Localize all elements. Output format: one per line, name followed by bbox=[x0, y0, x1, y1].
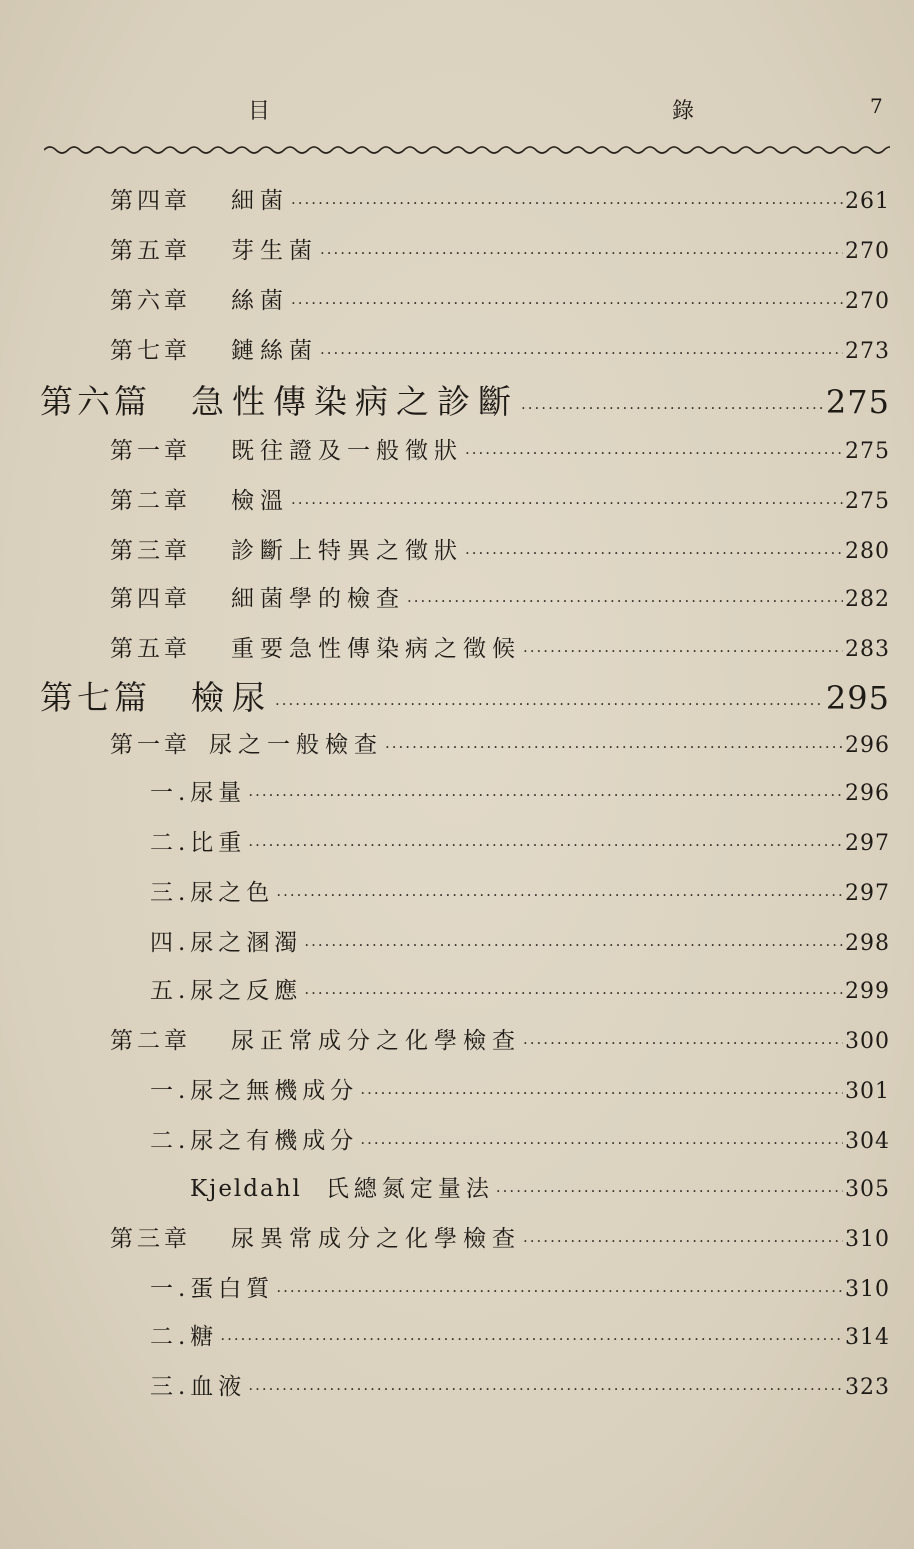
dot-leader bbox=[465, 544, 843, 562]
entry-title: 檢溫 bbox=[231, 488, 289, 514]
entry-page: 283 bbox=[845, 637, 890, 662]
toc-subentry bbox=[150, 1270, 890, 1303]
toc-entry bbox=[110, 232, 890, 265]
dot-leader bbox=[304, 936, 843, 954]
entry-number: 第四章 bbox=[110, 586, 191, 612]
entry-page: 296 bbox=[845, 733, 890, 758]
entry-title: 診斷上特異之徵狀 bbox=[231, 538, 463, 564]
entry-number: 第三章 bbox=[110, 538, 191, 564]
entry-page: 304 bbox=[845, 1129, 890, 1154]
toc-entry bbox=[110, 332, 890, 365]
entry-title: 尿之一般檢查 bbox=[209, 732, 383, 758]
entry-page: 270 bbox=[845, 239, 890, 264]
dot-leader bbox=[275, 695, 824, 713]
toc-entry bbox=[110, 482, 890, 515]
entry-number: 第三章 bbox=[110, 1226, 191, 1252]
dot-leader bbox=[320, 244, 843, 262]
dot-leader bbox=[465, 444, 843, 462]
toc-subentry bbox=[190, 1170, 890, 1203]
part-title: 檢尿 bbox=[191, 678, 273, 717]
entry-page: 270 bbox=[845, 289, 890, 314]
entry-title: 絲菌 bbox=[231, 288, 289, 314]
dot-leader bbox=[360, 1084, 843, 1102]
entry-page: 261 bbox=[845, 189, 890, 214]
dot-leader bbox=[276, 1282, 843, 1300]
part-number: 第七篇 bbox=[40, 678, 151, 717]
dot-leader bbox=[320, 344, 843, 362]
entry-page: 300 bbox=[845, 1029, 890, 1054]
subentry-title: 五.尿之反應 bbox=[150, 978, 303, 1004]
entry-page: 310 bbox=[845, 1277, 890, 1302]
toc-subentry bbox=[150, 1122, 890, 1155]
entry-page: 282 bbox=[845, 587, 890, 612]
entry-page: 310 bbox=[845, 1227, 890, 1252]
header-left: 目 bbox=[248, 99, 271, 124]
page-number: 7 bbox=[870, 94, 883, 118]
entry-page: 296 bbox=[845, 781, 890, 806]
wavy-rule bbox=[44, 140, 890, 160]
entry-number: 第二章 bbox=[110, 488, 191, 514]
dot-leader bbox=[276, 886, 843, 904]
entry-page: 273 bbox=[845, 339, 890, 364]
subentry-title: 二.尿之有機成分 bbox=[150, 1128, 359, 1154]
dot-leader bbox=[523, 642, 843, 660]
toc-entry bbox=[110, 282, 890, 315]
toc-entry bbox=[110, 1220, 890, 1253]
dot-leader bbox=[407, 592, 843, 610]
entry-title: 尿異常成分之化學檢查 bbox=[231, 1226, 521, 1252]
dot-leader bbox=[248, 786, 843, 804]
entry-page: 299 bbox=[845, 979, 890, 1004]
entry-page: 280 bbox=[845, 539, 890, 564]
entry-number: 第四章 bbox=[110, 188, 191, 214]
subentry-title-latin: Kjeldahl bbox=[190, 1176, 302, 1202]
entry-page: 297 bbox=[845, 831, 890, 856]
subentry-title: 一.蛋白質 bbox=[150, 1276, 275, 1302]
toc-entry bbox=[110, 532, 890, 565]
toc-subentry bbox=[150, 824, 890, 857]
header-center: 錄 bbox=[672, 99, 695, 124]
toc-entry bbox=[110, 726, 890, 759]
toc-part bbox=[40, 672, 890, 719]
entry-title: 鏈絲菌 bbox=[231, 338, 318, 364]
dot-leader bbox=[220, 1330, 843, 1348]
dot-leader bbox=[521, 399, 824, 417]
page-header bbox=[0, 94, 914, 134]
entry-page: 275 bbox=[845, 489, 890, 514]
dot-leader bbox=[385, 738, 843, 756]
entry-page: 323 bbox=[845, 1375, 890, 1400]
dot-leader bbox=[248, 836, 843, 854]
dot-leader bbox=[304, 984, 843, 1002]
entry-title: 細菌 bbox=[231, 188, 289, 214]
dot-leader bbox=[523, 1034, 843, 1052]
subentry-title: 三.血液 bbox=[150, 1374, 247, 1400]
toc-entry bbox=[110, 580, 890, 613]
toc-subentry bbox=[150, 1318, 890, 1351]
entry-number: 第六章 bbox=[110, 288, 191, 314]
part-page: 275 bbox=[825, 383, 890, 421]
toc-subentry bbox=[150, 972, 890, 1005]
entry-number: 第二章 bbox=[110, 1028, 191, 1054]
entry-page: 314 bbox=[845, 1325, 890, 1350]
toc-subentry bbox=[150, 1368, 890, 1401]
toc-entry bbox=[110, 1022, 890, 1055]
part-number: 第六篇 bbox=[40, 382, 151, 421]
subentry-title: 二.糖 bbox=[150, 1324, 219, 1350]
subentry-title: 四.尿之溷濁 bbox=[150, 930, 303, 956]
dot-leader bbox=[248, 1380, 843, 1398]
dot-leader bbox=[523, 1232, 843, 1250]
dot-leader bbox=[360, 1134, 843, 1152]
toc-part bbox=[40, 376, 890, 423]
entry-title: 芽生菌 bbox=[231, 238, 318, 264]
entry-page: 275 bbox=[845, 439, 890, 464]
entry-page: 297 bbox=[845, 881, 890, 906]
entry-title: 重要急性傳染病之徵候 bbox=[231, 636, 521, 662]
entry-number: 第一章 bbox=[110, 438, 191, 464]
dot-leader bbox=[291, 494, 843, 512]
entry-number: 第五章 bbox=[110, 238, 191, 264]
entry-number: 第一章 bbox=[110, 732, 191, 758]
dot-leader bbox=[291, 294, 843, 312]
entry-page: 301 bbox=[845, 1079, 890, 1104]
subentry-title: 氏總氮定量法 bbox=[325, 1176, 494, 1202]
part-title: 急性傳染病之診斷 bbox=[191, 382, 519, 421]
subentry-title: 一.尿之無機成分 bbox=[150, 1078, 359, 1104]
part-page: 295 bbox=[825, 679, 890, 717]
toc-entry bbox=[110, 432, 890, 465]
subentry-title: 一.尿量 bbox=[150, 780, 247, 806]
toc-entry bbox=[110, 630, 890, 663]
toc-subentry bbox=[150, 774, 890, 807]
entry-number: 第五章 bbox=[110, 636, 191, 662]
entry-page: 298 bbox=[845, 931, 890, 956]
dot-leader bbox=[291, 194, 843, 212]
toc-subentry bbox=[150, 1072, 890, 1105]
toc-subentry bbox=[150, 924, 890, 957]
entry-number: 第七章 bbox=[110, 338, 191, 364]
entry-page: 305 bbox=[845, 1177, 890, 1202]
entry-title: 尿正常成分之化學檢查 bbox=[231, 1028, 521, 1054]
subentry-title: 三.尿之色 bbox=[150, 880, 275, 906]
entry-title: 細菌學的檢查 bbox=[231, 586, 405, 612]
subentry-title: 二.比重 bbox=[150, 830, 247, 856]
entry-title: 既往證及一般徵狀 bbox=[231, 438, 463, 464]
dot-leader bbox=[496, 1182, 843, 1200]
toc-entry bbox=[110, 182, 890, 215]
toc-subentry bbox=[150, 874, 890, 907]
